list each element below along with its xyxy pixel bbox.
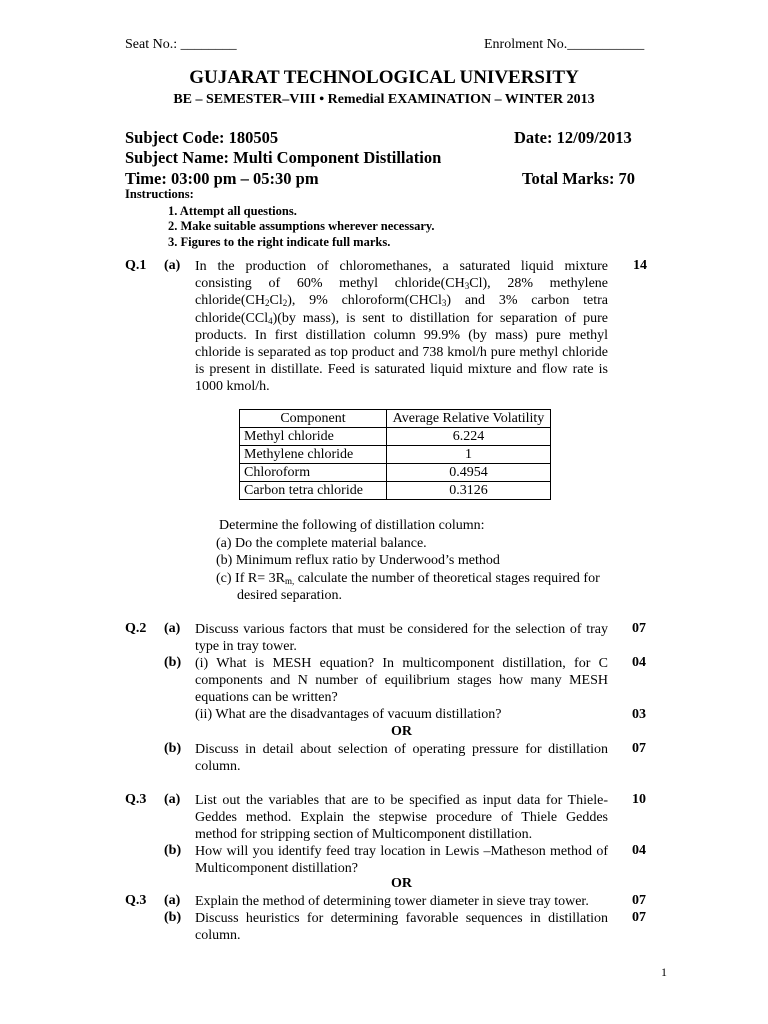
question-part-label: (a) <box>164 792 181 807</box>
question-part-label: (b) <box>164 910 182 925</box>
exam-line: BE – SEMESTER–VIII • Remedial EXAMINATION – WINTER 2013 <box>173 92 595 107</box>
question-text: (i) What is MESH equation? In multicomponent distillation, for C components and N number of equilibrium stages how many MESH equations can be written? <box>195 656 608 706</box>
table-header-cell: Average Relative Volatility <box>387 410 551 428</box>
or-separator: OR <box>391 724 412 739</box>
table-row <box>240 446 551 464</box>
question-marks: 10 <box>632 792 646 807</box>
question-marks: 07 <box>632 741 646 756</box>
table-cell: 6.224 <box>387 428 551 446</box>
question-part-label: (a) <box>164 893 181 908</box>
enrolment-number-field: Enrolment No.___________ <box>484 37 645 52</box>
question-part-label: (b) <box>164 741 182 756</box>
seat-number-field: Seat No.: ________ <box>125 37 237 52</box>
question-text: Discuss in detail about selection of operating pressure for distillation column. <box>195 742 608 775</box>
question-marks: 07 <box>632 893 646 908</box>
relative-volatility-table <box>239 409 551 500</box>
table-row <box>240 464 551 482</box>
question-number: Q.1 <box>125 258 147 273</box>
subject-name: Subject Name: Multi Component Distillation <box>125 148 442 167</box>
table-cell: Methylene chloride <box>240 446 387 464</box>
question-marks: 07 <box>632 621 646 636</box>
instruction-item: 3. Figures to the right indicate full marks. <box>168 235 391 249</box>
determine-intro: Determine the following of distillation column: <box>219 518 485 533</box>
or-separator: OR <box>391 876 412 891</box>
table-header-row <box>240 410 551 428</box>
table-cell: Carbon tetra chloride <box>240 482 387 500</box>
question-marks: 14 <box>633 258 647 273</box>
determine-item: (b) Minimum reflux ratio by Underwood’s method <box>216 553 500 568</box>
question-marks: 04 <box>632 843 646 858</box>
table-cell: 0.3126 <box>387 482 551 500</box>
subject-code: Subject Code: 180505 <box>125 128 279 147</box>
question-part-label: (a) <box>164 258 181 273</box>
instruction-item: 1. Attempt all questions. <box>168 204 297 218</box>
table-row <box>240 428 551 446</box>
determine-item-continuation: desired separation. <box>237 588 342 603</box>
question-marks: 07 <box>632 910 646 925</box>
determine-item: (a) Do the complete material balance. <box>216 536 427 551</box>
question-marks: 04 <box>632 655 646 670</box>
table-cell: 0.4954 <box>387 464 551 482</box>
table-cell: Chloroform <box>240 464 387 482</box>
question-marks: 03 <box>632 707 646 722</box>
question-text: In the production of chloromethanes, a saturated liquid mixture consisting of 60% methyl $chloride(CH_3Cl)$, 28% methylene $chloride(CH_2Cl_2)$, 9% chloroform(CHCl$_3$) and 3% carbon tetra chloride(CCl$_4$)(by mass), is sent to distillation for separation of pure products. In first distillation column 99.9% (by mass) pure methyl chloride is separated as top product and 738 kmol/h pure methyl chloride is present in distillate. Feed is saturated liquid mixture and flow rate is 1000 kmol/h. <box>195 259 608 395</box>
instructions-title: Instructions: <box>125 187 194 201</box>
table-row <box>240 482 551 500</box>
determine-item: (c) If $R= 3R_{m,}$ calculate the number of theoretical stages required for <box>216 571 600 586</box>
question-number: Q.3 <box>125 893 147 908</box>
instruction-item: 2. Make suitable assumptions wherever necessary. <box>168 219 435 233</box>
table-cell: 1 <box>387 446 551 464</box>
university-title: GUJARAT TECHNOLOGICAL UNIVERSITY <box>189 67 579 88</box>
question-text: Explain the method of determining tower diameter in sieve tray tower. <box>195 894 589 909</box>
total-marks: Total Marks: 70 <box>522 169 636 188</box>
question-text: (ii) What are the disadvantages of vacuum distillation? <box>195 707 502 722</box>
question-text: Discuss heuristics for determining favorable sequences in distillation column. <box>195 911 608 944</box>
question-text: List out the variables that are to be specified as input data for Thiele-Geddes method. Explain the stepwise procedure of Thiele Geddes method for stripping section of Multicomponent distillation. <box>195 793 608 843</box>
question-text: Discuss various factors that must be considered for the selection of tray type in tray tower. <box>195 622 608 655</box>
question-text: How will you identify feed tray location in Lewis –Matheson method of Multicomponent distillation? <box>195 844 608 877</box>
exam-time: Time: 03:00 pm – 05:30 pm <box>125 169 319 188</box>
table-header-cell: Component <box>240 410 387 428</box>
question-part-label: (b) <box>164 843 182 858</box>
exam-date: Date: 12/09/2013 <box>514 128 632 147</box>
question-number: Q.2 <box>125 621 147 636</box>
question-part-label: (b) <box>164 655 182 670</box>
question-part-label: (a) <box>164 621 181 636</box>
page-number: 1 <box>661 965 667 979</box>
question-number: Q.3 <box>125 792 147 807</box>
table-cell: Methyl chloride <box>240 428 387 446</box>
